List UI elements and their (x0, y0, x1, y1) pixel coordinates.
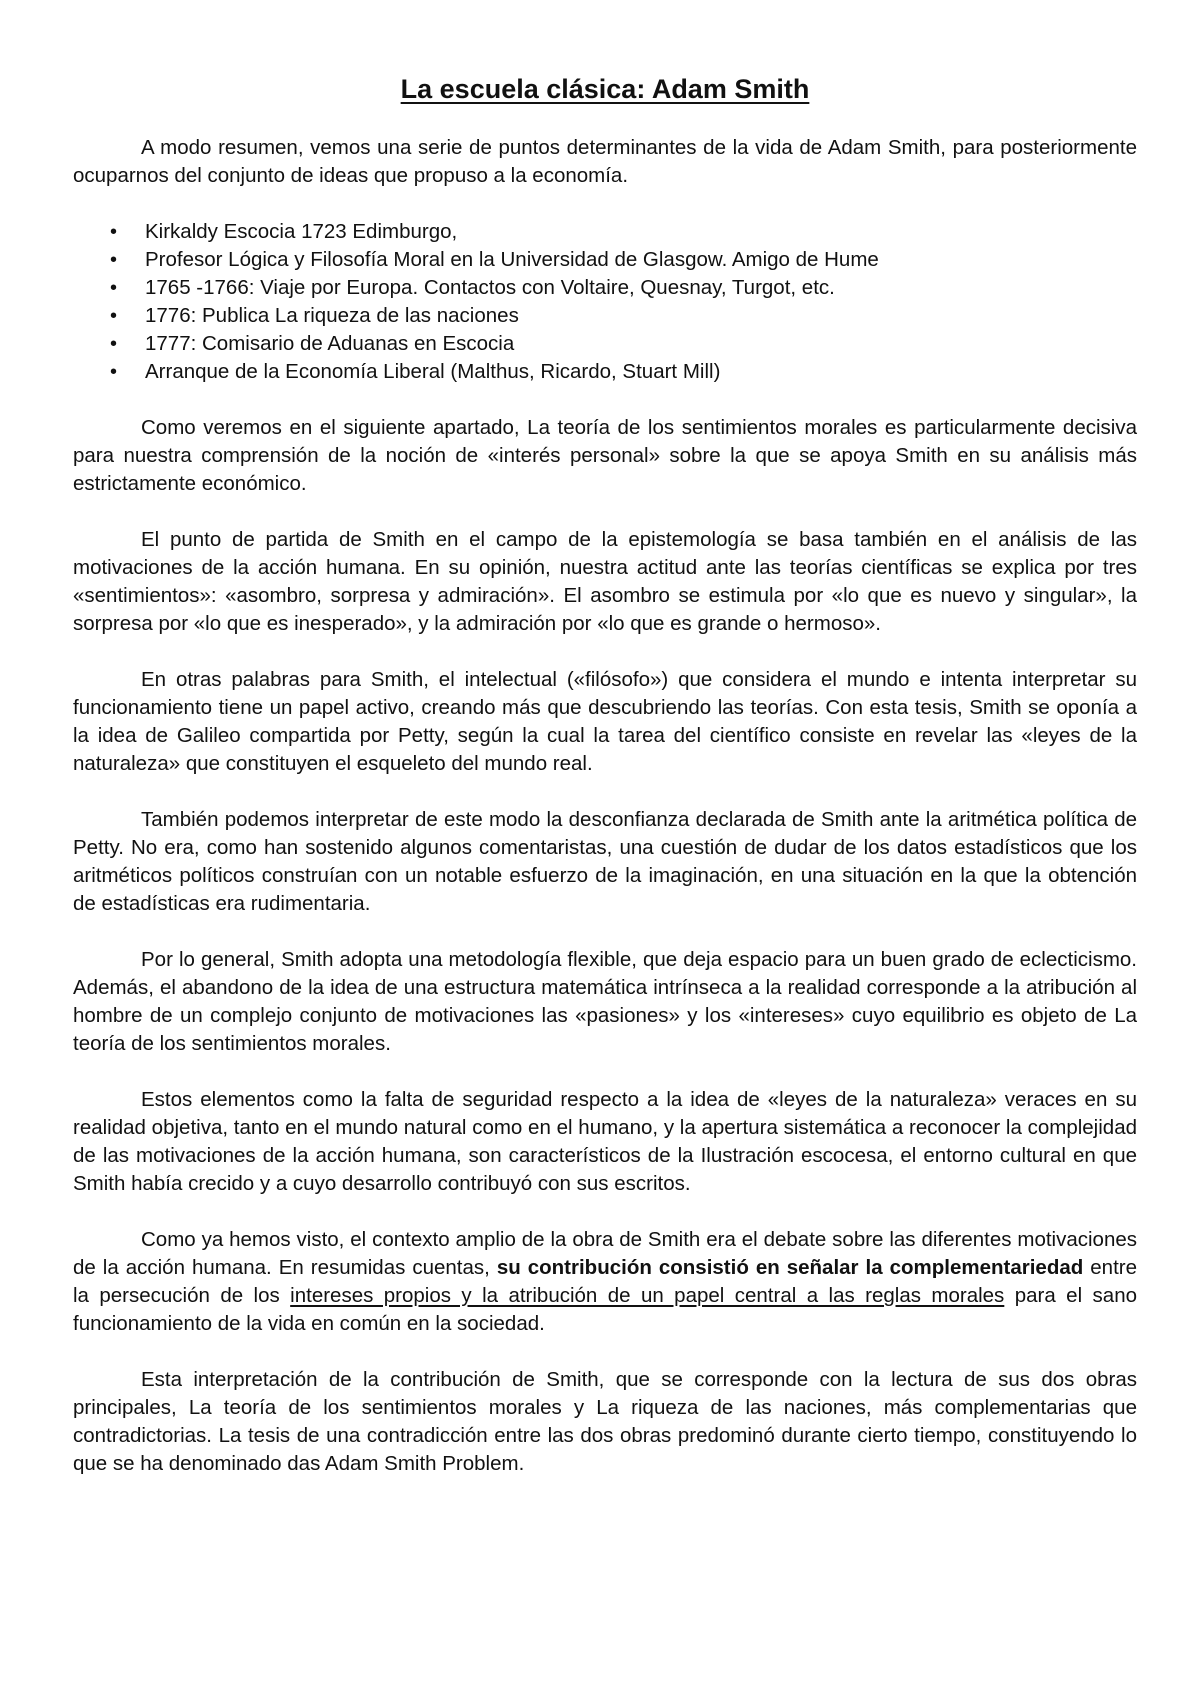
contribution-text-3: para el sano funcionamiento de la vida en común en la sociedad. (73, 1284, 1137, 1335)
paragraph: Estos elementos como la falta de seguridad respecto a la idea de «leyes de la naturaleza» veraces en su realidad objetiva, tanto en el mundo natural como en el humano, y la apertura sistemática a reconocer la complejidad de las motivaciones de la acción humana, son característicos de la Ilustración escocesa, el entorno cultural en que Smith había crecido y a cuyo desarrollo contribuyó con sus escritos. (73, 1088, 1137, 1195)
list-item: • 1765 -1766: Viaje por Europa. Contactos con Voltaire, Quesnay, Turgot, etc. (145, 274, 1137, 302)
intro-paragraph: A modo resumen, vemos una serie de puntos determinantes de la vida de Adam Smith, para posteriormente ocuparnos del conjunto de ideas que propuso a la economía. (73, 136, 1137, 187)
biography-list (73, 218, 1137, 386)
document-page (73, 72, 1137, 1506)
paragraph: Como veremos en el siguiente apartado, La teoría de los sentimientos morales es particularmente decisiva para nuestra comprensión de la noción de «interés personal» sobre la que se apoya Smith en su análisis más estrictamente económico. (73, 416, 1137, 495)
paragraph: También podemos interpretar de este modo la desconfianza declarada de Smith ante la aritmética política de Petty. No era, como han sostenido algunos comentaristas, una cuestión de dudar de los datos estadísticos que los aritméticos políticos construían con un notable esfuerzo de la imaginación, en una situación en la que la obtención de estadísticas era rudimentaria. (73, 808, 1137, 915)
contribution-text-1: Como ya hemos visto, el contexto amplio de la obra de Smith era el debate sobre las diferentes motivaciones de la acción humana. En resumidas cuentas, (73, 1228, 1137, 1279)
contribution-paragraph (73, 1226, 1137, 1338)
list-item: • Profesor Lógica y Filosofía Moral en la Universidad de Glasgow. Amigo de Hume (145, 246, 1137, 274)
list-item: • Arranque de la Economía Liberal (Malthus, Ricardo, Stuart Mill) (145, 358, 1137, 386)
final-paragraph: Esta interpretación de la contribución de Smith, que se corresponde con la lectura de sus dos obras principales, La teoría de los sentimientos morales y La riqueza de las naciones, más complementarias que contradictorias. La tesis de una contradicción entre las dos obras predominó durante cierto tiempo, constituyendo lo que se ha denominado das Adam Smith Problem. (73, 1368, 1137, 1475)
contribution-bold-text: su contribución consistió en señalar la complementariedad (496, 1256, 1084, 1279)
contribution-underlined-text: intereses propios y la atribución de un papel central a las reglas morales (290, 1284, 1005, 1307)
list-item: • 1776: Publica La riqueza de las naciones (145, 302, 1137, 330)
paragraph: El punto de partida de Smith en el campo de la epistemología se basa también en el análisis de las motivaciones de la acción humana. En su opinión, nuestra actitud ante las teorías científicas se explica por tres «sentimientos»: «asombro, sorpresa y admiración». El asombro se estimula por «lo que es nuevo y singular», la sorpresa por «lo que es inesperado», y la admiración por «lo que es grande o hermoso». (73, 528, 1137, 635)
list-item: • 1777: Comisario de Aduanas en Escocia (145, 330, 1137, 358)
page-title: La escuela clásica: Adam Smith (400, 74, 810, 104)
paragraph: Por lo general, Smith adopta una metodología flexible, que deja espacio para un buen grado de eclecticismo. Además, el abandono de la idea de una estructura matemática intrínseca a la realidad corresponde a la atribución al hombre de un complejo conjunto de motivaciones las «pasiones» y los «intereses» cuyo equilibrio es objeto de La teoría de los sentimientos morales. (73, 948, 1137, 1055)
list-item: • Kirkaldy Escocia 1723 Edimburgo, (145, 218, 1137, 246)
paragraph: En otras palabras para Smith, el intelectual («filósofo») que considera el mundo e intenta interpretar su funcionamiento tiene un papel activo, creando más que descubriendo las teorías. Con esta tesis, Smith se oponía a la idea de Galileo compartida por Petty, según la cual la tarea del científico consiste en revelar las «leyes de la naturaleza» que constituyen el esqueleto del mundo real. (73, 668, 1137, 775)
contribution-text-2: entre la persecución de los (73, 1256, 1137, 1307)
